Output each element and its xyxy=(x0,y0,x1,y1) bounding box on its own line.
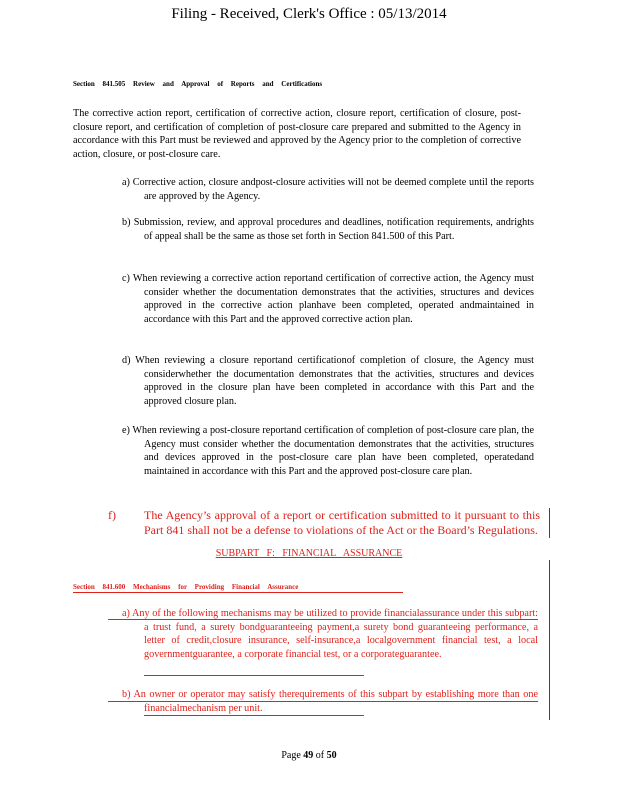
subsection-label: e) xyxy=(122,425,130,436)
change-bar xyxy=(549,560,550,720)
subsection-label: a) xyxy=(122,608,130,619)
subsection-label: f) xyxy=(108,508,116,522)
subsection-text: Any of the following mechanisms may be utilized to provide financialassurance under this subpart: a trust fund, a surety bondguaranteeing payment,a surety bond guaranteeing performance, a letter of credit,closure insurance, self-insurance,a localgovernment financial test, a local governmentguarantee, a corporate financial test, or a corporateguarantee. xyxy=(132,608,538,660)
subsection-text: An owner or operator may satisfy therequirements of this subpart by establishing more than one financialmechanism per unit. xyxy=(133,689,538,714)
subpart-title-text: SUBPART F: FINANCIAL ASSURANCE xyxy=(215,548,403,559)
subsection-text: The Agency’s approval of a report or certification submitted to it pursuant to this Part 841 shall not be a defense to violations of the Act or the Board’s Regulations. xyxy=(144,508,540,537)
insertion-underline xyxy=(144,715,364,716)
section-intro-paragraph: The corrective action report, certification of corrective action, closure report, certification of closure, post-closure report, and certification of completion of post-closure care prepared and submitted to the Agency in accordance with this Part must be reviewed and approved by the Agency prior to the completion of corrective action, closure, or post-closure care. xyxy=(73,108,521,160)
subsection-label: a) xyxy=(122,177,130,188)
total-pages: 50 xyxy=(326,750,337,761)
subsection-e xyxy=(108,424,534,478)
heading-underline xyxy=(73,592,403,593)
subsection-label: b) xyxy=(122,689,131,700)
change-bar xyxy=(549,508,550,538)
subsection-text: When reviewing a post-closure reportand certification of completion of post-closure care plan, the Agency must consider whether the documentation demonstrates that the activities, structures and devices approved in the post-closure care plan have been completed, operatedand maintained in accordance with this Part and the approved post-closure care plan. xyxy=(132,425,534,477)
subsection-b xyxy=(108,216,534,243)
subpart-f-title xyxy=(0,548,618,559)
subsection-text: When reviewing a closure reportand certificationof completion of closure, the Agency must considerwhether the documentation demonstrates that the activities, structures and devices approved in the closure plan have been completed in accordance with this Part and the approved closure plan. xyxy=(135,355,534,407)
subsection-d xyxy=(108,354,534,408)
subsection-label: c) xyxy=(122,273,130,284)
insertion-underline xyxy=(108,619,538,620)
subsection-label: d) xyxy=(122,355,131,366)
subsection-600-a xyxy=(108,607,538,661)
section-841-600-heading: Section 841.600 Mechanisms for Providing Financial Assurance xyxy=(73,583,299,591)
page-label: Page xyxy=(281,750,301,761)
subsection-f-inserted xyxy=(108,508,540,537)
subsection-text: When reviewing a corrective action reportand certification of corrective action, the Agency must consider whether the documentation demonstrates that the activities, structures and devices approved in the corrective action planhave been completed, operated andmaintained in accordance with this Part and the approved corrective action plan. xyxy=(132,273,534,325)
subsection-text: Corrective action, closure andpost-closure activities will not be deemed complete until the reports are approved by the Agency. xyxy=(132,177,535,202)
page-footer xyxy=(0,750,618,761)
subsection-text: Submission, review, and approval procedures and deadlines, notification requirements, andrights of appeal shall be the same as those set forth in Section 841.500 of this Part. xyxy=(133,217,535,242)
page-number: 49 xyxy=(303,750,314,761)
section-841-505-heading: Section 841.505 Review and Approval of Reports and Certifications xyxy=(73,80,323,88)
subsection-a xyxy=(108,176,534,203)
subsection-c xyxy=(108,272,534,326)
insertion-underline xyxy=(108,701,538,702)
filing-stamp-header: Filing - Received, Clerk's Office : 05/13/2014 xyxy=(171,6,447,22)
insertion-underline xyxy=(144,675,364,676)
of-label: of xyxy=(315,750,325,761)
subsection-label: b) xyxy=(122,217,131,228)
